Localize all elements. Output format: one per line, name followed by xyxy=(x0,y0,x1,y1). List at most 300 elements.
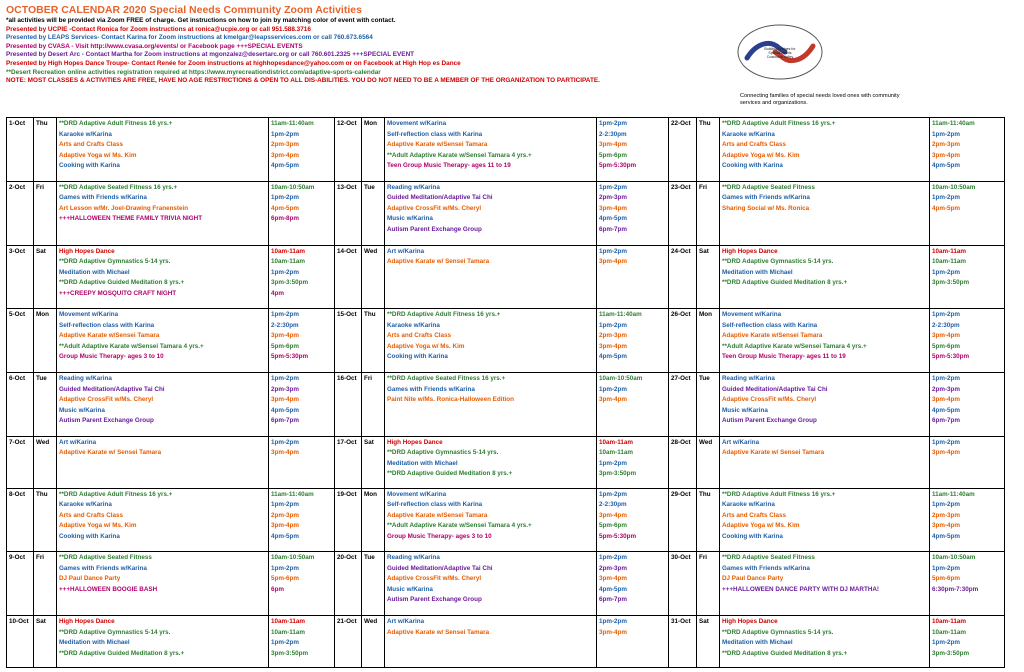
event-title: Sharing Social w/ Ms. Ronica xyxy=(722,204,810,212)
date-cell: 2-Oct xyxy=(7,181,34,245)
event-title: Reading w/Karina xyxy=(387,554,440,562)
event-title: **DRD Adaptive Guided Meditation 8 yrs.+ xyxy=(59,279,185,287)
event-time: 1pm-2pm xyxy=(271,501,299,509)
event-title: High Hopes Dance xyxy=(722,247,778,255)
times-cell xyxy=(269,552,335,616)
event-title: High Hopes Dance xyxy=(59,618,115,626)
times-cell xyxy=(930,245,1005,309)
event-time: 3pm-4pm xyxy=(271,396,299,404)
weekday-cell: Wed xyxy=(34,436,57,488)
times-cell xyxy=(930,616,1005,668)
event-title: Music w/Karina xyxy=(387,215,433,223)
event-title: Karaoke w/Karina xyxy=(59,501,112,509)
event-time: 1pm-2pm xyxy=(932,375,960,383)
event-title: Paint Nite w/Ms. Ronica-Halloween Edition xyxy=(387,396,515,404)
event-time: 11am-11:40am xyxy=(932,120,975,127)
event-title: Adaptive CrossFit w/Ms. Cheryl xyxy=(387,575,482,583)
events-cell xyxy=(720,118,930,182)
event-title: +++HALLOWEEN THEME FAMILY TRIVIA NIGHT xyxy=(59,215,203,223)
event-title: Guided Meditation/Adaptive Tai Chi xyxy=(722,385,828,393)
times-cell xyxy=(269,118,335,182)
weekday-cell: Sat xyxy=(697,245,720,309)
event-time: 1pm-2pm xyxy=(599,321,627,329)
date-cell: 5-Oct xyxy=(7,309,34,373)
event-title: **DRD Adaptive Gymnastics 5-14 yrs. xyxy=(59,258,171,266)
event-time: 6pm-7pm xyxy=(271,417,299,425)
event-time: 5pm-5:30pm xyxy=(932,353,970,361)
times-cell xyxy=(269,436,335,488)
event-time: 3pm-4pm xyxy=(271,151,299,159)
event-title: +++HALLOWEEN BOOGIE BASH xyxy=(59,585,158,593)
events-cell xyxy=(385,309,597,373)
event-time: 11am-11:40am xyxy=(599,311,642,319)
calendar-row xyxy=(7,488,1005,552)
event-time: 5pm-6pm xyxy=(932,575,960,583)
event-title: Adaptive Karate w/ Sensei Tamara xyxy=(387,258,490,266)
event-title: Music w/Karina xyxy=(722,406,768,414)
event-title: Adaptive Yoga w/ Ms. Kim xyxy=(387,342,465,350)
weekday-cell: Tue xyxy=(34,373,57,437)
event-time: 1pm-2pm xyxy=(932,268,960,276)
event-time: 10am-10:50am xyxy=(932,554,976,562)
event-time: 3pm-4pm xyxy=(599,258,627,266)
weekday-cell: Sat xyxy=(34,245,57,309)
event-title: Guided Meditation/Adaptive Tai Chi xyxy=(59,385,165,393)
event-title: Meditation with Michael xyxy=(722,268,793,276)
date-cell: 27-Oct xyxy=(669,373,697,437)
calendar-row xyxy=(7,245,1005,309)
events-cell xyxy=(57,245,269,309)
events-cell xyxy=(57,436,269,488)
event-time: 3pm-4pm xyxy=(932,396,960,404)
svg-text:Coachella Valley: Coachella Valley xyxy=(766,55,794,59)
weekday-cell: Wed xyxy=(362,616,385,668)
calendar-header xyxy=(6,4,726,86)
event-time: 1pm-2pm xyxy=(599,120,627,127)
event-title: Adaptive Yoga w/ Ms. Kim xyxy=(722,151,800,159)
calendar-row xyxy=(7,616,1005,668)
event-time: 3pm-4pm xyxy=(271,522,299,530)
event-title: Autism Parent Exchange Group xyxy=(387,225,482,233)
event-title: Movement w/Karina xyxy=(387,120,447,127)
events-cell xyxy=(57,488,269,552)
event-time: 6pm-7pm xyxy=(599,596,627,604)
events-cell xyxy=(385,245,597,309)
event-title: Games with Friends w/Karina xyxy=(722,194,810,202)
weekday-cell: Mon xyxy=(697,309,720,373)
event-time: 1pm-2pm xyxy=(932,130,960,138)
header-info-lines xyxy=(6,17,726,86)
event-time: 1pm-2pm xyxy=(932,311,960,319)
event-time: 3pm-4pm xyxy=(599,204,627,212)
date-cell: 29-Oct xyxy=(669,488,697,552)
date-cell: 16-Oct xyxy=(335,373,362,437)
header-line: Presented by UCPIE -Contact Ronica for Zoom instructions at ronica@ucpie.org or call 951.588.3716 xyxy=(6,25,311,33)
svg-text:Building Bridges for: Building Bridges for xyxy=(764,47,796,51)
weekday-cell: Tue xyxy=(362,552,385,616)
event-title: Adaptive Yoga w/ Ms. Kim xyxy=(59,522,137,530)
date-cell: 24-Oct xyxy=(669,245,697,309)
times-cell xyxy=(597,118,669,182)
events-cell xyxy=(385,552,597,616)
event-title: Karaoke w/Karina xyxy=(722,130,775,138)
event-time: 3pm-4pm xyxy=(599,141,627,148)
event-title: **DRD Adaptive Seated Fitness xyxy=(59,554,152,562)
event-time: 5pm-6pm xyxy=(271,575,299,583)
page-title: OCTOBER CALENDAR 2020 Special Needs Community Zoom Activities xyxy=(6,4,362,16)
event-title: **Adult Adaptive Karate w/Sensei Tamara 4 yrs.+ xyxy=(387,522,532,530)
weekday-cell: Tue xyxy=(697,373,720,437)
event-time: 2pm-3pm xyxy=(271,141,299,148)
date-cell: 30-Oct xyxy=(669,552,697,616)
event-time: 3pm-3:50pm xyxy=(932,279,970,287)
events-cell xyxy=(57,118,269,182)
times-cell xyxy=(269,245,335,309)
event-title: Arts and Crafts Class xyxy=(722,511,787,519)
event-time: 4pm-5pm xyxy=(599,585,627,593)
event-title: **DRD Adaptive Seated Fitness xyxy=(722,554,815,562)
calendar-row xyxy=(7,552,1005,616)
weekday-cell: Sat xyxy=(362,436,385,488)
times-cell xyxy=(597,552,669,616)
event-title: **DRD Adaptive Guided Meditation 8 yrs.+ xyxy=(59,649,185,657)
event-title: High Hopes Dance xyxy=(387,438,443,446)
weekday-cell: Fri xyxy=(34,181,57,245)
event-time: 1pm-2pm xyxy=(271,130,299,138)
calendar-row xyxy=(7,436,1005,488)
event-title: **DRD Adaptive Seated Fitness xyxy=(722,183,815,191)
weekday-cell: Mon xyxy=(362,118,385,182)
calendar-row xyxy=(7,118,1005,182)
calendar-grid xyxy=(6,117,1005,668)
event-time: 2-2:30pm xyxy=(271,321,299,329)
event-title: Guided Meditation/Adaptive Tai Chi xyxy=(387,564,493,572)
date-cell: 19-Oct xyxy=(335,488,362,552)
event-title: Art w/Karina xyxy=(59,438,97,446)
event-title: Art Lesson w/Mr. Joel-Drawing Franenstein xyxy=(59,204,189,212)
calendar-row xyxy=(7,309,1005,373)
event-title: Art w/Karina xyxy=(387,618,425,626)
event-title: Meditation with Michael xyxy=(59,639,130,647)
event-time: 3pm-4pm xyxy=(599,628,627,636)
events-cell xyxy=(385,373,597,437)
event-title: **DRD Adaptive Seated Fitness 16 yrs.+ xyxy=(387,375,506,383)
weekday-cell: Thu xyxy=(697,118,720,182)
event-time: 10am-11am xyxy=(271,618,305,626)
date-cell: 15-Oct xyxy=(335,309,362,373)
event-time: 10am-11am xyxy=(271,247,305,255)
times-cell xyxy=(269,488,335,552)
events-cell xyxy=(385,436,597,488)
event-title: Adaptive Karate w/ Sensei Tamara xyxy=(722,449,825,457)
events-cell xyxy=(57,181,269,245)
event-time: 5pm-6pm xyxy=(271,342,299,350)
event-time: 2-2:30pm xyxy=(599,501,627,509)
event-time: 3pm-3:50pm xyxy=(271,649,309,657)
event-title: Adaptive Karate w/Sensei Tamara xyxy=(387,511,488,519)
event-title: Karaoke w/Karina xyxy=(387,321,440,329)
event-title: High Hopes Dance xyxy=(722,618,778,626)
svg-text:Special Needs: Special Needs xyxy=(768,51,792,55)
tagline: Connecting families of special needs loved ones with community services and organizations. xyxy=(740,93,900,106)
times-cell xyxy=(597,373,669,437)
event-title: Adaptive CrossFit w/Ms. Cheryl xyxy=(387,204,482,212)
event-title: Arts and Crafts Class xyxy=(722,141,787,148)
event-time: 4pm-5pm xyxy=(932,406,960,414)
event-time: 10am-10:50am xyxy=(271,554,315,562)
event-time: 1pm-2pm xyxy=(932,639,960,647)
times-cell xyxy=(269,616,335,668)
event-title: Teen Group Music Therapy- ages 11 to 19 xyxy=(722,353,846,361)
times-cell xyxy=(597,309,669,373)
event-title: Autism Parent Exchange Group xyxy=(722,417,817,425)
weekday-cell: Tue xyxy=(362,181,385,245)
event-title: Meditation with Michael xyxy=(387,459,458,467)
event-title: Art w/Karina xyxy=(387,247,425,255)
event-time: 6pm-8pm xyxy=(271,215,299,223)
date-cell: 31-Oct xyxy=(669,616,697,668)
event-time: 3pm-3:50pm xyxy=(599,470,637,478)
times-cell xyxy=(930,552,1005,616)
event-time: 6pm xyxy=(271,585,284,593)
event-time: 1pm-2pm xyxy=(271,639,299,647)
event-title: **DRD Adaptive Gymnastics 5-14 yrs. xyxy=(722,628,834,636)
event-title: **DRD Adaptive Adult Fitness 16 yrs.+ xyxy=(387,311,501,319)
times-cell xyxy=(269,373,335,437)
event-time: 5pm-6pm xyxy=(599,151,627,159)
event-title: Autism Parent Exchange Group xyxy=(59,417,154,425)
event-title: Adaptive Karate w/Sensei Tamara xyxy=(59,332,160,340)
event-title: Reading w/Karina xyxy=(387,183,440,191)
times-cell xyxy=(930,436,1005,488)
times-cell xyxy=(930,118,1005,182)
event-title: **DRD Adaptive Gymnastics 5-14 yrs. xyxy=(387,449,499,457)
event-title: DJ Paul Dance Party xyxy=(59,575,121,583)
event-title: **DRD Adaptive Gymnastics 5-14 yrs. xyxy=(722,258,834,266)
header-line: Presented by High Hopes Dance Troupe- Contact Renée for Zoom instructions at highhopesdance@yahoo.com or on Facebook at High Hop es Dance xyxy=(6,59,461,67)
event-time: 4pm-5pm xyxy=(271,406,299,414)
events-cell xyxy=(720,245,930,309)
event-title: Meditation with Michael xyxy=(722,639,793,647)
event-time: 4pm-5pm xyxy=(932,532,960,540)
event-title: **DRD Adaptive Adult Fitness 16 yrs.+ xyxy=(722,490,836,498)
event-title: Self-reflection class with Karina xyxy=(722,321,818,329)
event-title: +++HALLOWEEN DANCE PARTY WITH DJ MARTHA! xyxy=(722,585,880,593)
event-time: 3pm-4pm xyxy=(932,449,960,457)
event-time: 3pm-4pm xyxy=(932,332,960,340)
event-time: 10am-10:50am xyxy=(932,183,976,191)
event-title: **Adult Adaptive Karate w/Sensei Tamara 4 yrs.+ xyxy=(59,342,204,350)
event-title: Music w/Karina xyxy=(387,585,433,593)
event-title: Cooking with Karina xyxy=(59,162,120,169)
event-title: **DRD Adaptive Adult Fitness 16 yrs.+ xyxy=(59,490,173,498)
event-time: 2pm-3pm xyxy=(599,194,627,202)
event-time: 11am-11:40am xyxy=(932,490,975,498)
event-title: Autism Parent Exchange Group xyxy=(387,596,482,604)
events-cell xyxy=(385,488,597,552)
event-title: **DRD Adaptive Guided Meditation 8 yrs.+ xyxy=(387,470,513,478)
event-time: 4pm-5pm xyxy=(599,215,627,223)
event-time: 2pm-3pm xyxy=(932,511,960,519)
event-time: 2-2:30pm xyxy=(599,130,627,138)
event-time: 5pm-6pm xyxy=(599,522,627,530)
event-time: 2-2:30pm xyxy=(932,321,960,329)
event-title: Movement w/Karina xyxy=(387,490,447,498)
event-title: Arts and Crafts Class xyxy=(59,511,124,519)
event-title: DJ Paul Dance Party xyxy=(722,575,784,583)
date-cell: 26-Oct xyxy=(669,309,697,373)
date-cell: 7-Oct xyxy=(7,436,34,488)
event-title: **DRD Adaptive Adult Fitness 16 yrs.+ xyxy=(722,120,836,127)
weekday-cell: Sat xyxy=(697,616,720,668)
event-title: Games with Friends w/Karina xyxy=(59,194,147,202)
event-title: Adaptive CrossFit w/Ms. Cheryl xyxy=(722,396,817,404)
event-time: 6:30pm-7:30pm xyxy=(932,585,979,593)
weekday-cell: Fri xyxy=(362,373,385,437)
event-title: Games with Friends w/Karina xyxy=(722,564,810,572)
event-time: 10am-11am xyxy=(599,449,633,457)
event-time: 1pm-2pm xyxy=(599,385,627,393)
date-cell: 13-Oct xyxy=(335,181,362,245)
event-time: 4pm xyxy=(271,289,284,297)
event-time: 3pm-4pm xyxy=(599,396,627,404)
event-time: 1pm-2pm xyxy=(271,564,299,572)
event-time: 10am-10:50am xyxy=(271,183,315,191)
event-time: 1pm-2pm xyxy=(932,194,960,202)
weekday-cell: Thu xyxy=(697,488,720,552)
times-cell xyxy=(597,436,669,488)
event-title: Self-reflection class with Karina xyxy=(387,501,483,509)
event-time: 2pm-3pm xyxy=(599,332,627,340)
event-time: 4pm-5pm xyxy=(932,204,960,212)
event-title: Adaptive Karate w/ Sensei Tamara xyxy=(59,449,162,457)
event-title: Meditation with Michael xyxy=(59,268,130,276)
event-title: +++CREEPY MOSQUITO CRAFT NIGHT xyxy=(59,289,177,297)
weekday-cell: Mon xyxy=(34,309,57,373)
event-time: 3pm-4pm xyxy=(599,342,627,350)
event-time: 1pm-2pm xyxy=(271,438,299,446)
event-time: 1pm-2pm xyxy=(932,438,960,446)
event-title: Adaptive Karate w/Sensei Tamara xyxy=(387,141,488,148)
event-title: **DRD Adaptive Guided Meditation 8 yrs.+ xyxy=(722,279,848,287)
event-time: 3pm-4pm xyxy=(271,449,299,457)
times-cell xyxy=(597,488,669,552)
event-title: Art w/Karina xyxy=(722,438,760,446)
date-cell: 22-Oct xyxy=(669,118,697,182)
event-time: 1pm-2pm xyxy=(271,268,299,276)
event-title: Adaptive Yoga w/ Ms. Kim xyxy=(59,151,137,159)
times-cell xyxy=(930,181,1005,245)
times-cell xyxy=(597,181,669,245)
event-time: 2pm-3pm xyxy=(932,385,960,393)
weekday-cell: Sat xyxy=(34,616,57,668)
weekday-cell: Wed xyxy=(697,436,720,488)
event-time: 1pm-2pm xyxy=(271,311,299,319)
header-line: Presented by Desert Arc - Contact Martha for Zoom instructions at mgonzalez@desertarc.org or call 760.601.2325 +++SPECIAL EVENT xyxy=(6,51,415,59)
event-time: 4pm-5pm xyxy=(271,204,299,212)
event-title: Cooking with Karina xyxy=(59,532,120,540)
event-title: **DRD Adaptive Seated Fitness 16 yrs.+ xyxy=(59,183,178,191)
date-cell: 3-Oct xyxy=(7,245,34,309)
date-cell: 9-Oct xyxy=(7,552,34,616)
event-time: 10am-11am xyxy=(932,247,966,255)
events-cell xyxy=(720,309,930,373)
event-time: 2pm-3pm xyxy=(271,511,299,519)
event-title: Self-reflection class with Karina xyxy=(387,130,483,138)
times-cell xyxy=(269,181,335,245)
weekday-cell: Thu xyxy=(34,118,57,182)
event-time: 4pm-5pm xyxy=(271,532,299,540)
event-title: Music w/Karina xyxy=(59,406,105,414)
event-time: 1pm-2pm xyxy=(932,501,960,509)
events-cell xyxy=(57,552,269,616)
events-cell xyxy=(720,552,930,616)
header-line: *all activities will be provided via Zoom FREE of charge. Get instructions on how to join by matching color of event with contact. xyxy=(6,17,396,24)
event-time: 1pm-2pm xyxy=(271,194,299,202)
weekday-cell: Fri xyxy=(697,181,720,245)
event-title: Cooking with Karina xyxy=(387,353,448,361)
event-title: Movement w/Karina xyxy=(59,311,119,319)
events-cell xyxy=(57,373,269,437)
date-cell: 12-Oct xyxy=(335,118,362,182)
events-cell xyxy=(720,181,930,245)
date-cell: 8-Oct xyxy=(7,488,34,552)
times-cell xyxy=(930,488,1005,552)
header-line: Presented by LEAPS Services- Contact Karina for Zoom instructions at kmelgar@leapsservices.com or call 760.673.6564 xyxy=(6,34,373,42)
event-time: 1pm-2pm xyxy=(599,618,627,626)
event-title: Arts and Crafts Class xyxy=(387,332,452,340)
weekday-cell: Fri xyxy=(697,552,720,616)
event-time: 1pm-2pm xyxy=(599,490,627,498)
event-time: 3pm-4pm xyxy=(271,332,299,340)
event-time: 6pm-7pm xyxy=(599,225,627,233)
event-time: 4pm-5pm xyxy=(932,162,960,169)
date-cell: 14-Oct xyxy=(335,245,362,309)
date-cell: 21-Oct xyxy=(335,616,362,668)
date-cell: 6-Oct xyxy=(7,373,34,437)
event-time: 3pm-4pm xyxy=(599,575,627,583)
weekday-cell: Thu xyxy=(34,488,57,552)
event-title: High Hopes Dance xyxy=(59,247,115,255)
weekday-cell: Fri xyxy=(34,552,57,616)
event-time: 2pm-3pm xyxy=(932,141,960,148)
event-title: Karaoke w/Karina xyxy=(722,501,775,509)
times-cell xyxy=(930,373,1005,437)
event-time: 3pm-4pm xyxy=(932,522,960,530)
weekday-cell: Mon xyxy=(362,488,385,552)
event-time: 3pm-4pm xyxy=(599,511,627,519)
events-cell xyxy=(720,488,930,552)
event-title: Group Music Therapy- ages 3 to 10 xyxy=(59,353,164,361)
date-cell: 10-Oct xyxy=(7,616,34,668)
event-time: 1pm-2pm xyxy=(599,247,627,255)
event-time: 5pm-5:30pm xyxy=(271,353,309,361)
date-cell: 1-Oct xyxy=(7,118,34,182)
event-title: Adaptive Karate w/ Sensei Tamara xyxy=(387,628,490,636)
event-title: Guided Meditation/Adaptive Tai Chi xyxy=(387,194,493,202)
event-time: 10am-11am xyxy=(599,438,633,446)
event-time: 10am-11am xyxy=(932,618,966,626)
event-time: 1pm-2pm xyxy=(932,564,960,572)
events-cell xyxy=(720,436,930,488)
event-title: Cooking with Karina xyxy=(722,532,783,540)
times-cell xyxy=(930,309,1005,373)
event-time: 10am-11am xyxy=(271,258,305,266)
event-time: 10am-11am xyxy=(271,628,305,636)
event-title: Movement w/Karina xyxy=(722,311,782,319)
event-time: 5pm-5:30pm xyxy=(599,162,637,169)
events-cell xyxy=(720,373,930,437)
